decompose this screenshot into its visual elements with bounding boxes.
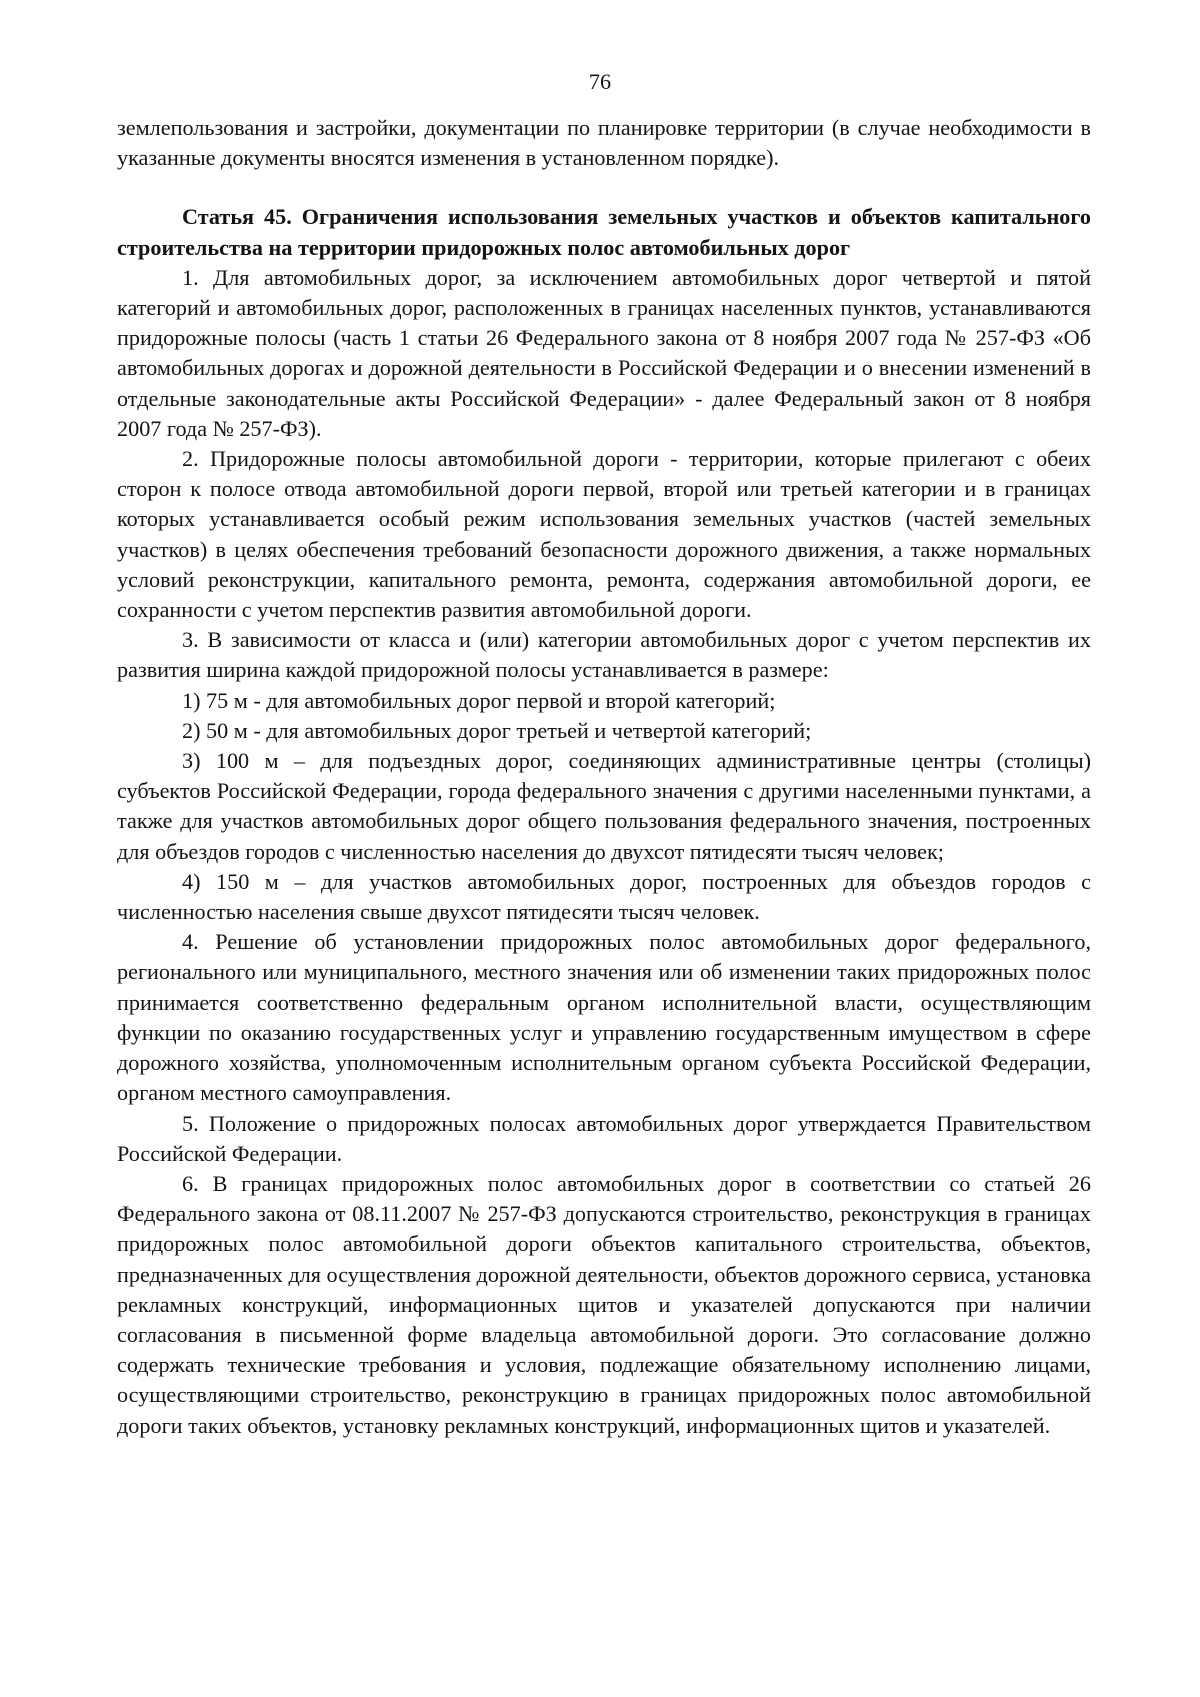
list-item-75m: 1) 75 м - для автомобильных дорог первой и второй категорий; (182, 687, 776, 713)
list-item-100m: 3) 100 м – для подъездных дорог, соединяющих административные центры (столицы) субъектов Российской Федерации, города федерального значения с другими населенными пунктами, а также для участков автомобильных дорог общего пользования федерального значения, построенных для объездов городов с численностью населения до двухсот пятидесяти тысяч человек; (117, 748, 1091, 864)
document-body (117, 113, 1091, 1441)
article-heading: Статья 45. Ограничения использования земельных участков и объектов капитального строительства на территории придорожных полос автомобильных дорог (117, 204, 1091, 260)
paragraph-6: 6. В границах придорожных полос автомобильных дорог в соответствии со статьей 26 Федерального закона от 08.11.2007 № 257-ФЗ допускаются строительство, реконструкция в границах придорожных полос автомобильной дороги объектов капитального строительства, объектов, предназначенных для осуществления дорожной деятельности, объектов дорожного сервиса, установка рекламных конструкций, информационных щитов и указателей допускаются при наличии согласования в письменной форме владельца автомобильной дороги. Это согласование должно содержать технические требования и условия, подлежащие обязательному исполнению лицами, осуществляющими строительство, реконструкцию в границах придорожных полос автомобильной дороги таких объектов, установку рекламных конструкций, информационных щитов и указателей. (117, 1170, 1091, 1438)
paragraph-4: 4. Решение об установлении придорожных полос автомобильных дорог федерального, регионального или муниципального, местного значения или об изменении таких придорожных полос принимается соответственно федеральным органом исполнительной власти, осуществляющим функции по оказанию государственных услуг и управлению государственным имуществом в сфере дорожного хозяйства, уполномоченным исполнительным органом субъекта Российской Федерации, органом местного самоуправления. (117, 929, 1091, 1106)
intro-paragraph: землепользования и застройки, документации по планировке территории (в случае необходимости в указанные документы вносятся изменения в установленном порядке). (117, 115, 1091, 171)
paragraph-3: 3. В зависимости от класса и (или) категории автомобильных дорог с учетом перспектив их развития ширина каждой придорожной полосы устанавливается в размере: (117, 627, 1091, 683)
list-item-50m: 2) 50 м - для автомобильных дорог третьей и четвертой категорий; (182, 717, 812, 743)
paragraph-5: 5. Положение о придорожных полосах автомобильных дорог утверждается Правительством Российской Федерации. (117, 1110, 1091, 1166)
paragraph-1: 1. Для автомобильных дорог, за исключением автомобильных дорог четвертой и пятой категорий и автомобильных дорог, расположенных в границах населенных пунктов, устанавливаются придорожные полосы (часть 1 статьи 26 Федерального закона от 8 ноября 2007 года № 257-ФЗ «Об автомобильных дорогах и дорожной деятельности в Российской Федерации и о внесении изменений в отдельные законодательные акты Российской Федерации» - далее Федеральный закон от 8 ноября 2007 года № 257-ФЗ). (117, 264, 1091, 441)
section-spacer (117, 173, 1091, 202)
list-item-150m: 4) 150 м – для участков автомобильных дорог, построенных для объездов городов с численностью населения свыше двухсот пятидесяти тысяч человек. (117, 868, 1091, 925)
paragraph-2: 2. Придорожные полосы автомобильной дороги - территории, которые прилегают с обеих сторон к полосе отвода автомобильной дороги первой, второй или третьей категории и в границах которых устанавливается особый режим использования земельных участков (частей земельных участков) в целях обеспечения требований безопасности дорожного движения, а также нормальных условий реконструкции, капитального ремонта, ремонта, содержания автомобильной дороги, ее сохранности с учетом перспектив развития автомобильной дороги. (117, 446, 1091, 623)
page-number: 76 (588, 69, 612, 94)
